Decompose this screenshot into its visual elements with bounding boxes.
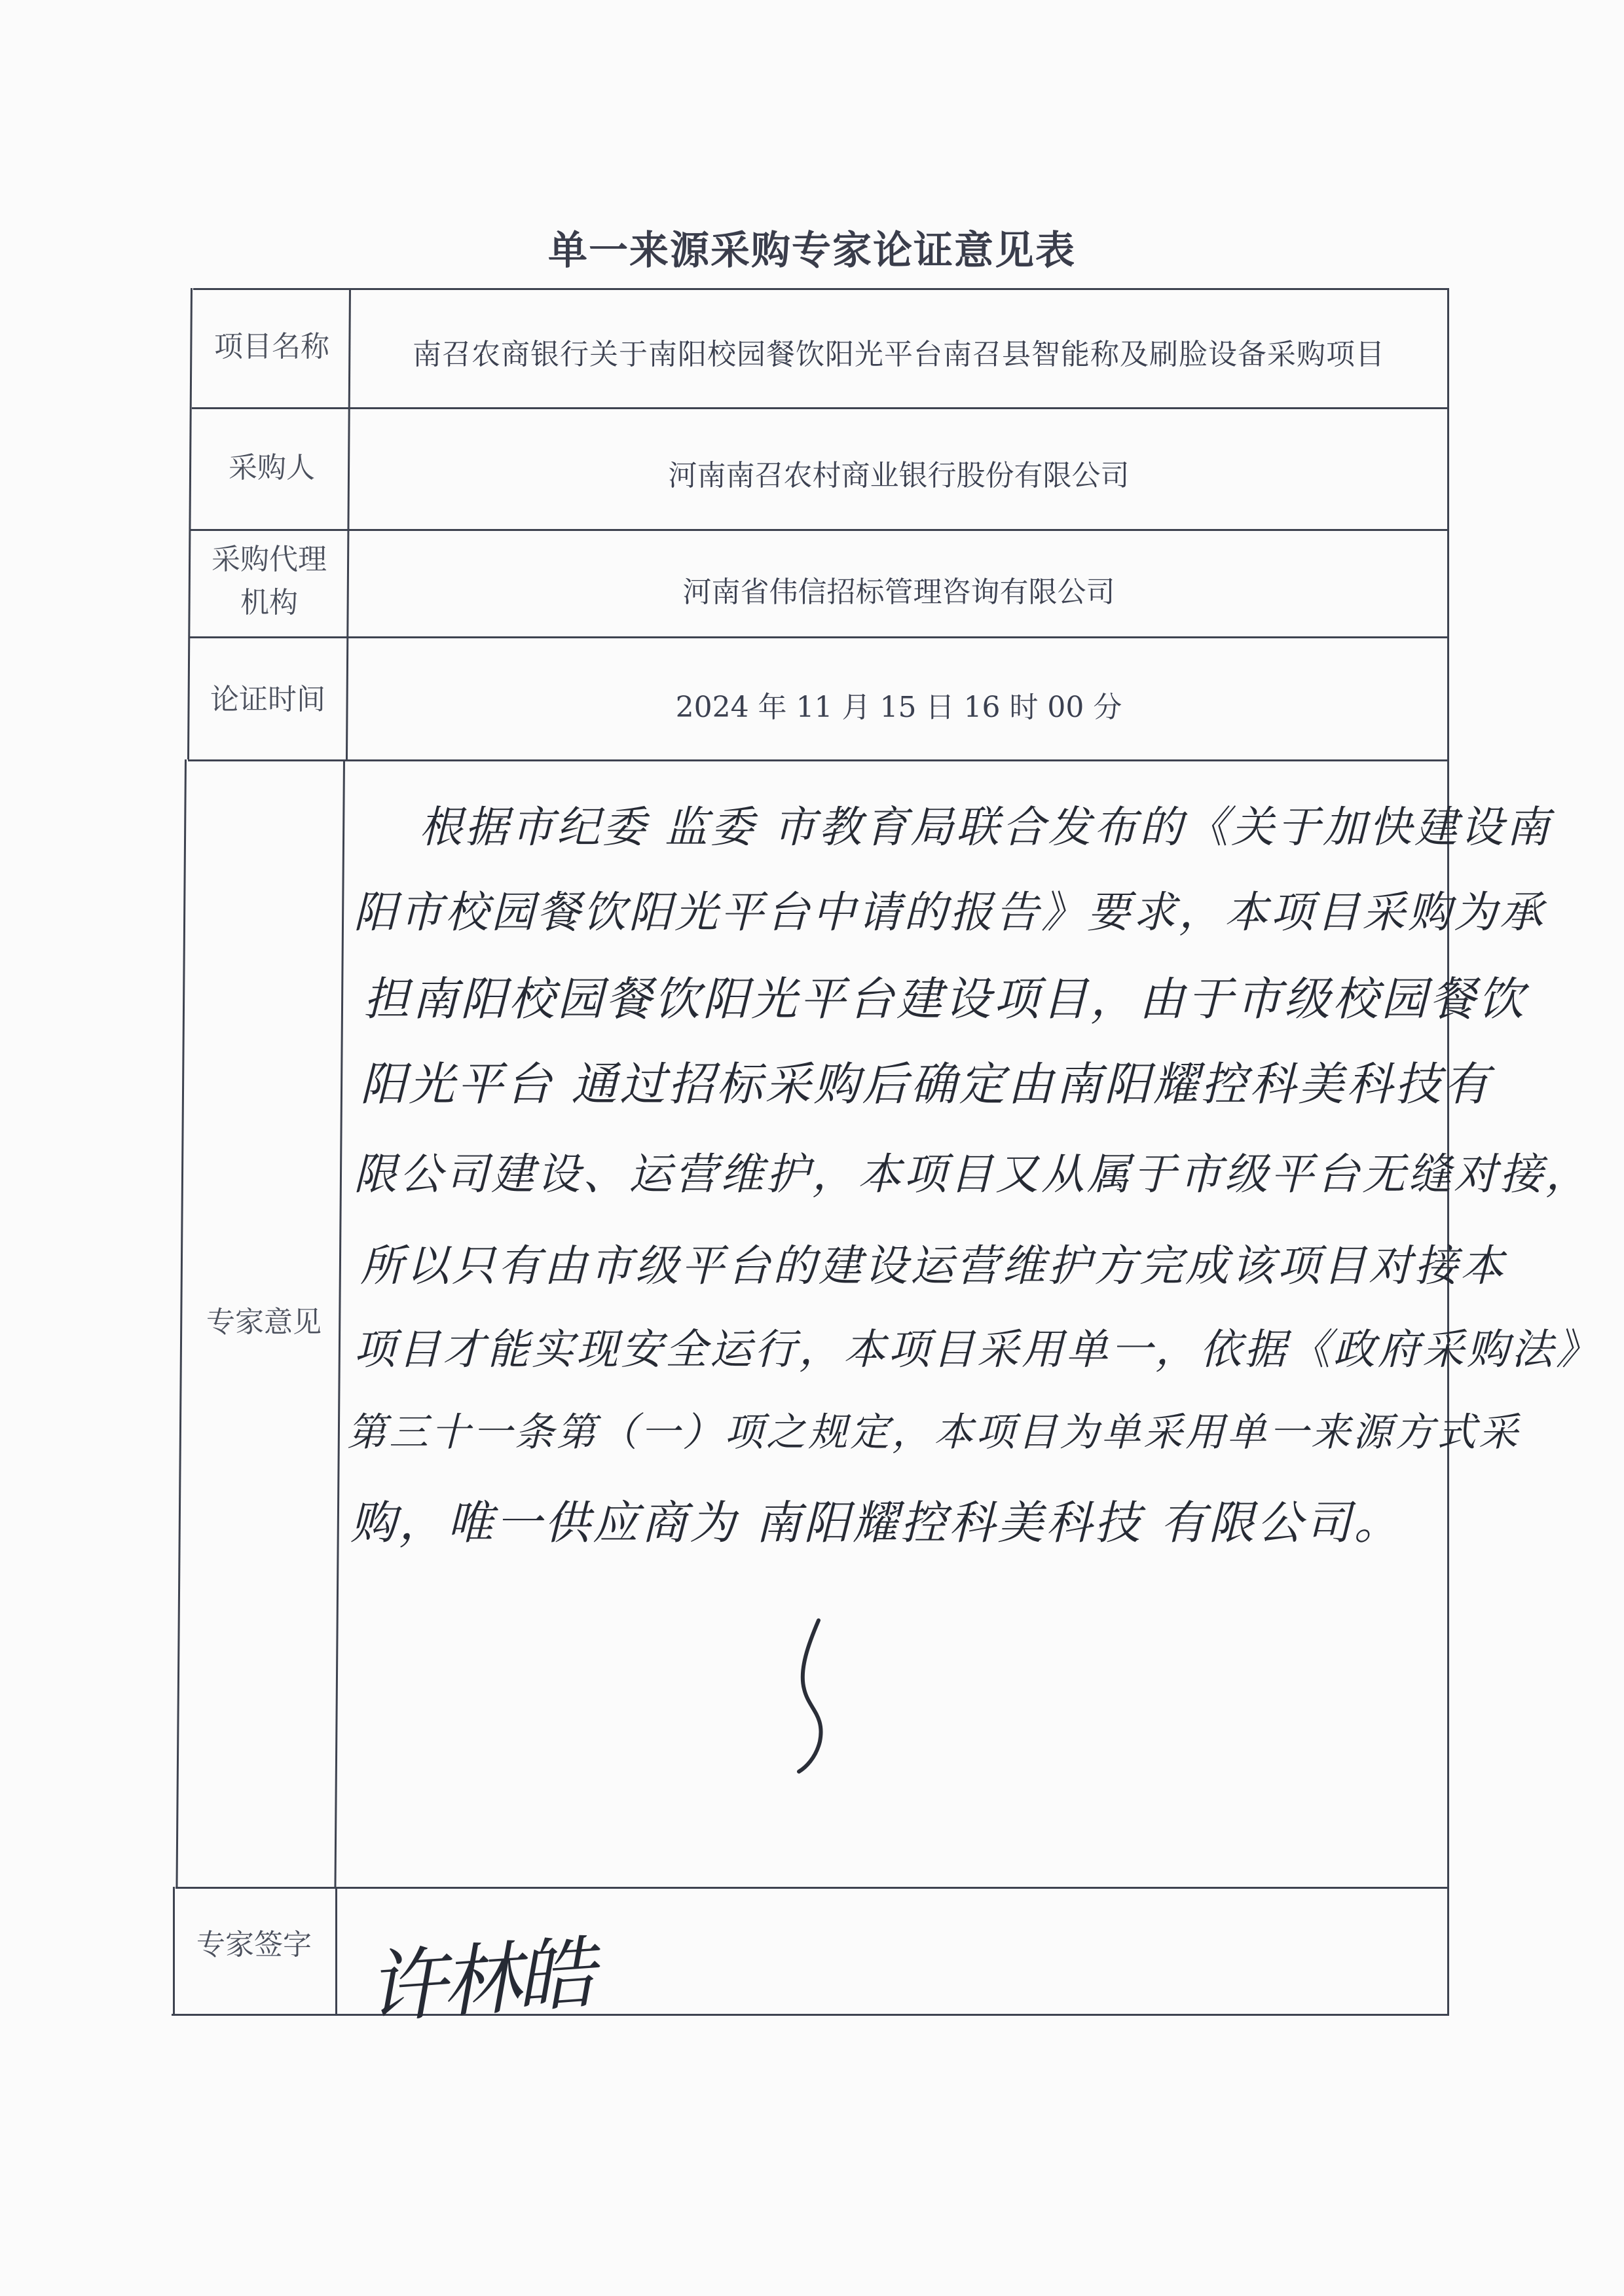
agency-label-line1: 采购代理 xyxy=(212,543,327,576)
opinion-line: 项目才能实现安全运行，本项目采用单一，依据《政府采购法》 xyxy=(354,1326,1600,1374)
expert-signature: 许林皓 xyxy=(364,1928,595,2035)
opinion-line: 根据市纪委 监委 市教育局联合发布的《关于加快建设南 xyxy=(419,802,1552,852)
table-rule-2 xyxy=(191,529,1449,531)
project-name-value: 南召农商银行关于南阳校园餐饮阳光平台南召县智能称及刷脸设备采购项目 xyxy=(413,338,1385,371)
opinion-line: 限公司建设、运营维护，本项目又从属于市级平台无缝对接， xyxy=(354,1149,1591,1199)
table-rule-bottom xyxy=(172,2014,1449,2016)
opinion-line: 第三十一条第（一）项之规定，本项目为单采用单一来源方式采 xyxy=(347,1410,1521,1455)
handwritten-mark xyxy=(773,1617,851,1774)
table-rule-left-lower xyxy=(175,759,187,1887)
table-rule-1 xyxy=(192,407,1449,409)
table-rule-3 xyxy=(189,636,1449,638)
time-value: 2024 年 11 月 15 日 16 时 00 分 xyxy=(675,691,1122,724)
purchaser-label: 采购人 xyxy=(229,451,315,484)
purchaser-value: 河南南召农村商业银行股份有限公司 xyxy=(668,459,1130,492)
project-name-label: 项目名称 xyxy=(214,330,329,363)
table-rule-left-upper xyxy=(187,288,193,759)
table-rule-4 xyxy=(188,759,1449,761)
signature-label: 专家签字 xyxy=(196,1928,312,1961)
table-rule-mid-sign xyxy=(335,1887,337,2015)
opinion-line: 阳市校园餐饮阳光平台中请的报告》要求，本项目采购为承 xyxy=(354,887,1545,938)
agency-label-line2: 机构 xyxy=(240,586,298,619)
table-rule-left-sign xyxy=(173,1887,175,2015)
opinion-line: 担南阳校园餐饮阳光平台建设项目，由于市级校园餐饮 xyxy=(363,972,1526,1026)
opinion-line: 阳光平台 通过招标采购后确定由南阳耀控科美科技有 xyxy=(360,1057,1492,1111)
table-rule-top xyxy=(193,288,1449,290)
opinion-line: 所以只有由市级平台的建设运营维护方完成该项目对接本 xyxy=(360,1241,1506,1291)
table-rule-5 xyxy=(175,1887,1449,1889)
agency-value: 河南省伟信招标管理咨询有限公司 xyxy=(682,575,1115,609)
opinion-label: 专家意见 xyxy=(206,1305,322,1339)
document-title: 单一来源采购专家论证意见表 xyxy=(548,228,1076,274)
opinion-line: 购，唯一供应商为 南阳耀控科美科技 有限公司。 xyxy=(350,1496,1403,1550)
time-label: 论证时间 xyxy=(210,683,325,716)
